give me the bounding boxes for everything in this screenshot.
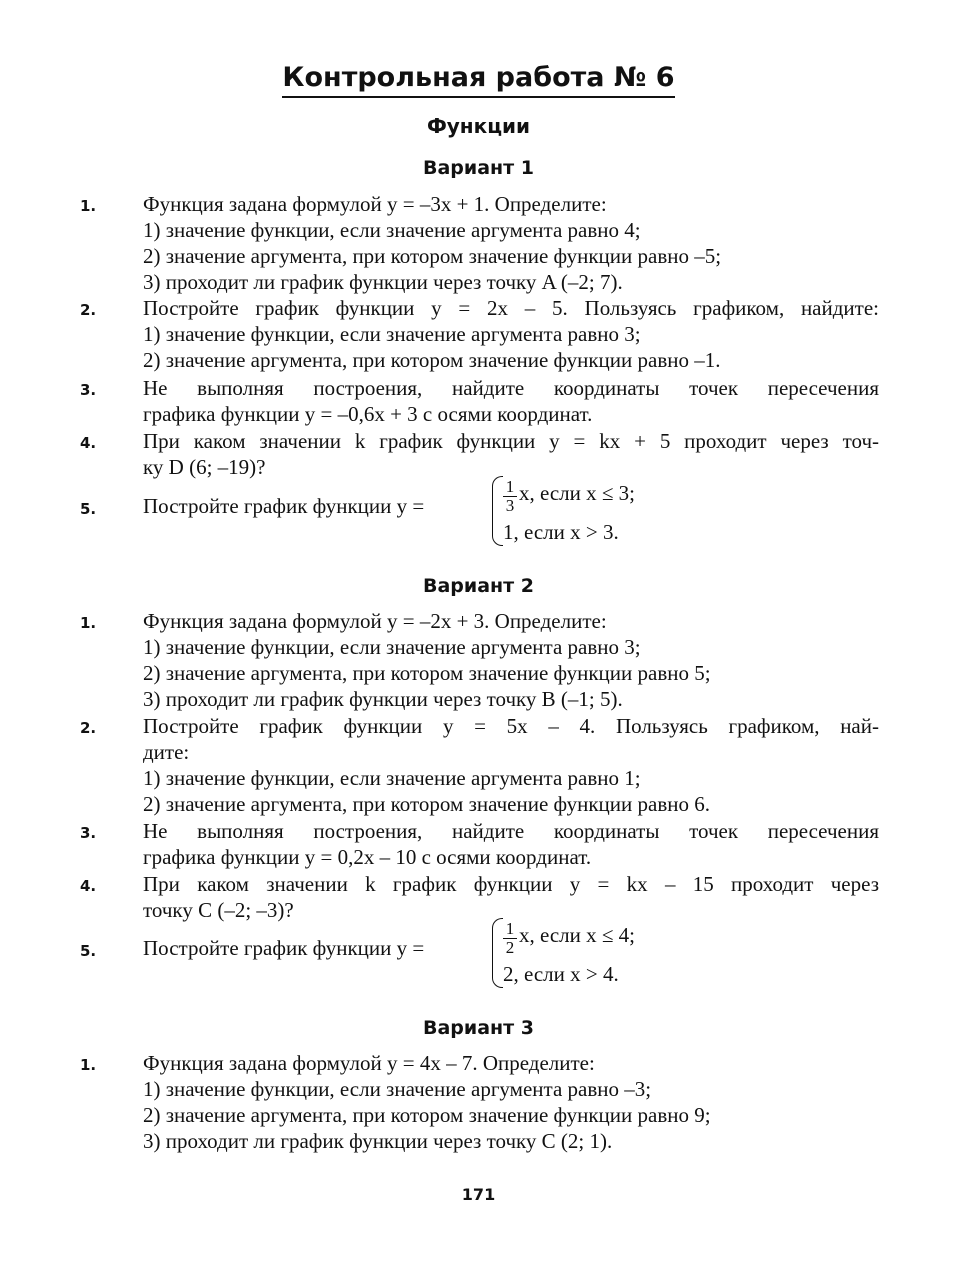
variant-2-heading: Вариант 2 <box>422 575 534 597</box>
task-line: 1) значение функции, если значение аргумента равно 4; <box>143 218 641 242</box>
variant-3-heading: Вариант 3 <box>422 1017 534 1039</box>
task-line: ку D (6; –19)? <box>143 455 266 479</box>
task-line: 2) значение аргумента, при котором значение функции равно –5; <box>143 244 722 268</box>
task-line: При каком значении k график функции y = kx – 15 проходит через <box>143 872 879 896</box>
task-line: 3) проходит ли график функции через точку A (–2; 7). <box>143 270 623 294</box>
task-line: точку C (–2; –3)? <box>143 898 294 922</box>
page-title: Контрольная работа № 6 <box>0 62 957 93</box>
variant-1-heading: Вариант 1 <box>422 157 534 179</box>
task-line: Постройте график функции y = 5x – 4. Пользуясь графиком, най- <box>143 714 879 738</box>
brace-icon <box>492 476 503 546</box>
task-line: 1) значение функции, если значение аргумента равно 3; <box>143 322 641 346</box>
task-line: Постройте график функции y = 2x – 5. Пользуясь графиком, найдите: <box>143 296 879 320</box>
piecewise-case: x, если x ≤ 3; <box>519 481 635 505</box>
task-line: 2) значение аргумента, при котором значение функции равно 6. <box>143 792 710 816</box>
task-number: 5. <box>80 500 97 518</box>
task-line: При каком значении k график функции y = kx + 5 проходит через точ- <box>143 429 879 453</box>
task-number: 4. <box>80 434 97 452</box>
fraction: $\frac{1}{3}$ <box>503 478 517 515</box>
task-line: 1) значение функции, если значение аргумента равно 3; <box>143 635 641 659</box>
task-line: графика функции y = –0,6x + 3 с осями координат. <box>143 402 593 426</box>
piecewise-label: Постройте график функции y = <box>143 494 425 518</box>
fraction: $\frac{1}{2}$ <box>503 920 517 957</box>
piecewise-case: 1, если x > 3. <box>503 520 619 544</box>
task-line: 2) значение аргумента, при котором значение функции равно –1. <box>143 348 721 372</box>
task-number: 3. <box>80 381 97 399</box>
task-line: 1) значение функции, если значение аргумента равно 1; <box>143 766 641 790</box>
task-line: 3) проходит ли график функции через точку B (–1; 5). <box>143 687 623 711</box>
page-number: 171 <box>461 1185 496 1204</box>
task-line: дите: <box>143 740 190 764</box>
task-line: 1) значение функции, если значение аргумента равно –3; <box>143 1077 652 1101</box>
task-number: 3. <box>80 824 97 842</box>
brace-icon <box>492 918 503 988</box>
task-line: Не выполняя построения, найдите координаты точек пересечения <box>143 819 879 843</box>
task-line: 3) проходит ли график функции через точку C (2; 1). <box>143 1129 613 1153</box>
task-number: 2. <box>80 301 97 319</box>
task-number: 1. <box>80 1056 97 1074</box>
piecewise-case: 2, если x > 4. <box>503 962 619 986</box>
task-number: 5. <box>80 942 97 960</box>
task-number: 4. <box>80 877 97 895</box>
task-line: Функция задана формулой y = –3x + 1. Определите: <box>143 192 607 216</box>
task-number: 1. <box>80 197 97 215</box>
piecewise-case: x, если x ≤ 4; <box>519 923 635 947</box>
task-line: Функция задана формулой y = 4x – 7. Определите: <box>143 1051 595 1075</box>
piecewise-label: Постройте график функции y = <box>143 936 425 960</box>
task-line: графика функции y = 0,2x – 10 с осями координат. <box>143 845 592 869</box>
task-line: 2) значение аргумента, при котором значение функции равно 5; <box>143 661 711 685</box>
task-line: 2) значение аргумента, при котором значение функции равно 9; <box>143 1103 711 1127</box>
task-line: Функция задана формулой y = –2x + 3. Определите: <box>143 609 607 633</box>
page-subtitle: Функции <box>426 114 531 138</box>
task-number: 2. <box>80 719 97 737</box>
task-number: 1. <box>80 614 97 632</box>
task-line: Не выполняя построения, найдите координаты точек пересечения <box>143 376 879 400</box>
